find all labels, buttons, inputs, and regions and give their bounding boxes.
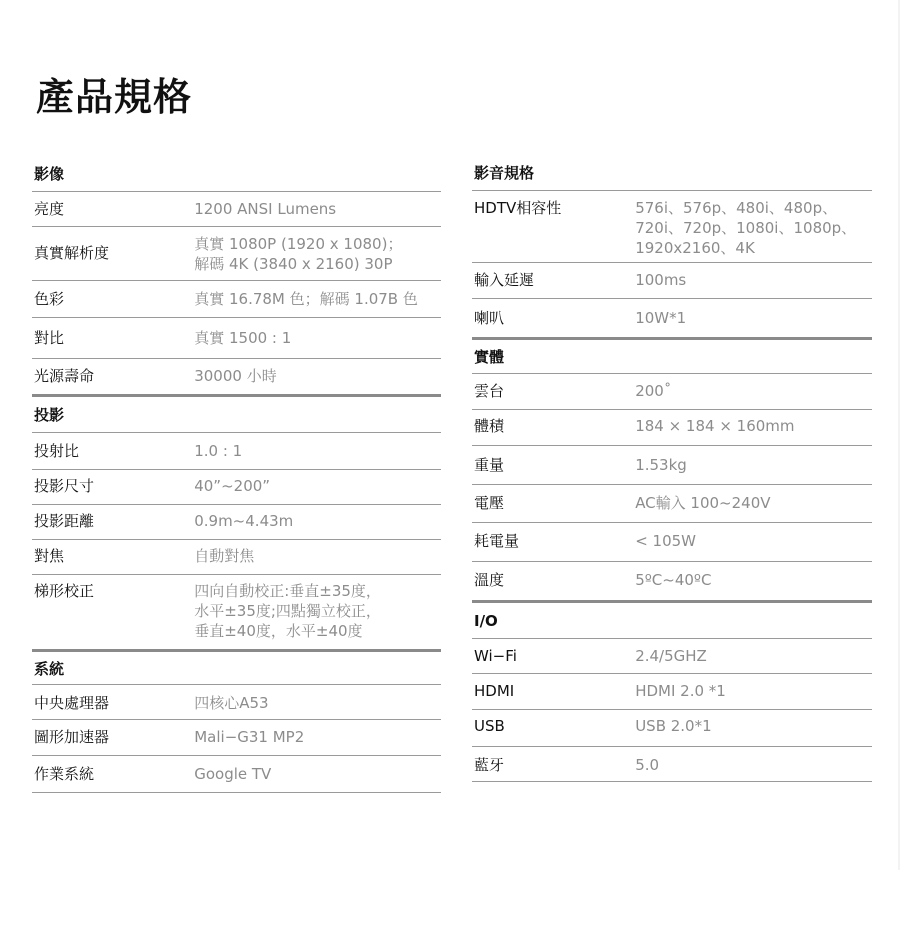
spec-row-speaker (472, 298, 872, 337)
spec-label: 中央處理器 (34, 694, 110, 712)
spec-label: HDMI (474, 682, 515, 700)
spec-value: 自動對焦 (194, 547, 255, 565)
right-spec-column (472, 155, 872, 782)
spec-label: 真實解析度 (34, 244, 110, 262)
spec-label: 電壓 (474, 494, 505, 512)
page-title: 產品規格 (36, 75, 193, 119)
spec-label: 對焦 (34, 547, 65, 565)
spec-label: 圖形加速器 (34, 728, 110, 746)
spec-row-lamp-life (32, 358, 441, 394)
spec-label: 重量 (474, 456, 505, 474)
spec-row-input-lag (472, 262, 872, 298)
spec-label: Wi−Fi (474, 647, 517, 665)
spec-label: 梯形校正 (34, 582, 95, 600)
spec-row-voltage (472, 484, 872, 522)
spec-label: 色彩 (34, 290, 65, 308)
spec-row-gimbal (472, 373, 872, 409)
spec-row-throw-ratio (32, 432, 441, 469)
spec-row-usb (472, 709, 872, 746)
spec-row-brightness (32, 191, 441, 226)
spec-label: 投影尺寸 (34, 477, 95, 495)
spec-row-cpu (32, 684, 441, 719)
spec-value: 真實 1080P (1920 x 1080)； 解碼 4K (3840 x 2160) 30P (194, 234, 403, 273)
spec-value: 真實 1500 : 1 (194, 329, 292, 347)
spec-value: 四核心A53 (194, 694, 269, 712)
spec-value: 100ms (635, 271, 687, 289)
spec-row-gpu (32, 719, 441, 755)
spec-value: Mali−G31 MP2 (194, 728, 305, 746)
spec-row-color (32, 280, 441, 317)
spec-row-projection-size (32, 469, 441, 504)
spec-label: 投射比 (34, 442, 80, 460)
spec-value: USB 2.0*1 (635, 717, 712, 735)
spec-row-focus (32, 539, 441, 574)
spec-row-contrast (32, 317, 441, 358)
spec-row-temperature (472, 561, 872, 600)
spec-value: 5.0 (635, 756, 660, 774)
spec-value: 0.9m~4.43m (194, 512, 294, 530)
spec-label: 投影距離 (34, 512, 95, 530)
section-header-av: 影音規格 (474, 164, 535, 182)
spec-label: USB (474, 717, 505, 735)
spec-value: < 105W (635, 532, 696, 550)
spec-label: 藍牙 (474, 756, 505, 774)
spec-label: HDTV相容性 (474, 199, 562, 217)
spec-value: 10W*1 (635, 309, 687, 327)
spec-row-os (32, 755, 441, 793)
spec-value: 1200 ANSI Lumens (194, 200, 337, 218)
spec-label: 耗電量 (474, 532, 520, 550)
spec-label: 亮度 (34, 200, 65, 218)
spec-row-power (472, 522, 872, 561)
spec-row-wifi (472, 638, 872, 673)
spec-value: AC輸入 100~240V (635, 494, 771, 512)
section-header-physical: 實體 (472, 337, 872, 373)
spec-value: 四向自動校正:垂直±35度， 水平±35度;四點獨立校正， 垂直±40度，水平±40度 (194, 582, 381, 640)
spec-row-bluetooth (472, 746, 872, 782)
spec-value: 40”~200” (194, 477, 271, 495)
spec-value: 5ºC~40ºC (635, 571, 712, 589)
spec-label: 對比 (34, 329, 65, 347)
spec-value: 576i、576p、480i、480p、 720i、720p、1080i、1080p、 1920x2160、4K (635, 199, 857, 257)
spec-value: 200˚ (635, 382, 672, 400)
spec-value: 184 × 184 × 160mm (635, 417, 795, 435)
section-header-system: 系統 (32, 649, 441, 684)
section-header-image: 影像 (34, 164, 65, 183)
spec-row-hdmi (472, 673, 872, 709)
spec-row-hdtv (472, 190, 872, 262)
spec-row-weight (472, 445, 872, 484)
spec-label: 雲台 (474, 382, 505, 400)
spec-row-resolution (32, 226, 441, 280)
spec-row-keystone (32, 574, 441, 649)
spec-value: HDMI 2.0 *1 (635, 682, 726, 700)
spec-label: 溫度 (474, 571, 505, 589)
spec-value: Google TV (194, 765, 272, 783)
section-header-projection: 投影 (32, 394, 441, 432)
spec-label: 作業系統 (34, 765, 95, 783)
section-header-io: I/O (472, 600, 872, 638)
left-spec-column (32, 155, 441, 793)
spec-label: 喇叭 (474, 309, 505, 327)
spec-label: 體積 (474, 417, 505, 435)
spec-row-projection-distance (32, 504, 441, 539)
spec-value: 1.0 : 1 (194, 442, 243, 460)
spec-row-dimensions (472, 409, 872, 445)
spec-value: 2.4/5GHZ (635, 647, 707, 665)
spec-value: 30000 小時 (194, 367, 277, 385)
spec-value: 真實 16.78M 色；解碼 1.07B 色 (194, 290, 418, 308)
spec-label: 輸入延遲 (474, 271, 535, 289)
spec-label: 光源壽命 (34, 367, 95, 385)
spec-value: 1.53kg (635, 456, 687, 474)
